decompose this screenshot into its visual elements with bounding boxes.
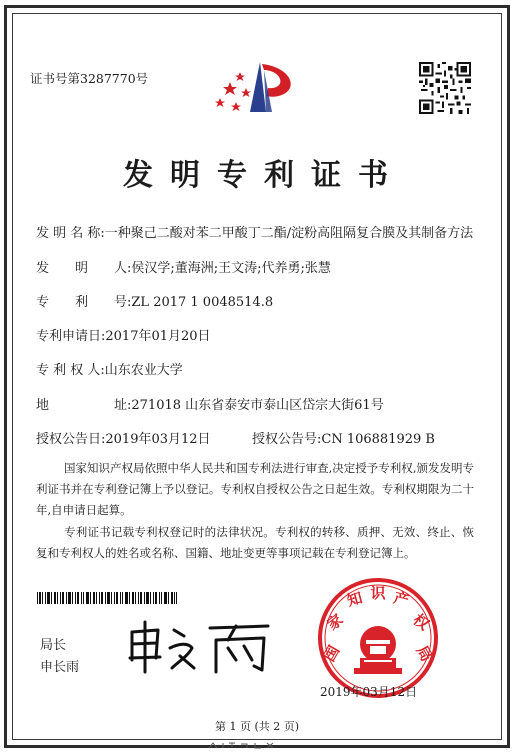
grant-date-value: 2019年03月12日	[105, 432, 211, 447]
svg-text:知: 知	[345, 590, 365, 610]
certificate-number: 证书号第3287770号	[30, 71, 149, 86]
svg-text:权: 权	[409, 611, 432, 634]
svg-text:局: 局	[412, 643, 435, 665]
barcode-icon	[37, 592, 177, 604]
svg-text:国: 国	[321, 643, 344, 665]
signatory-name: 申长雨	[40, 660, 80, 675]
field-value: 侯汉学;董海洲;王文涛;代养勇;张慧	[131, 261, 331, 276]
field-label: 地 址:	[36, 398, 132, 413]
page-number: 第 1 页 (共 2 页)	[214, 720, 300, 733]
certificate-title: 发明专利证书	[123, 158, 405, 193]
svg-text:产: 产	[391, 590, 411, 610]
field-value: 一种聚己二酸对苯二甲酸丁二酯/淀粉高阻隔复合膜及其制备方法	[104, 226, 474, 241]
field-label: 专 利 号:	[36, 295, 132, 310]
legal-paragraph-2: 专利证书记载专利权登记时的法律状况。专利权的转移、质押、无效、终止、恢复和专利权人的姓名或名称、国籍、地址变更等事项记载在专利登记簿上。	[36, 525, 474, 560]
field-patent-number	[36, 291, 273, 310]
issue-date: 2019年03月12日	[320, 685, 418, 699]
field-value: ZL 2017 1 0048514.8	[131, 295, 274, 310]
signature-icon	[118, 614, 288, 678]
field-label: 发 明 名 称:	[36, 226, 105, 241]
field-value: 271018 山东省泰安市泰山区岱宗大街61号	[131, 398, 384, 413]
field-application-date	[36, 325, 211, 344]
field-label: 专利申请日:	[36, 329, 106, 344]
field-patentee	[36, 359, 183, 378]
field-value: 山东农业大学	[104, 363, 183, 378]
official-seal-icon	[316, 576, 440, 700]
grant-number-label: 授权公告号:	[252, 432, 322, 447]
grant-number-value: CN 106881929 B	[321, 432, 435, 447]
grant-number	[252, 428, 435, 447]
signatory-title: 局长	[40, 638, 67, 653]
field-value: 2017年01月20日	[105, 329, 211, 344]
field-label: 发 明 人:	[36, 261, 132, 276]
legal-paragraph-1: 国家知识产权局依照中华人民共和国专利法进行审查,决定授予专利权,颁发发明专利证书并在专利登记簿上予以登记。专利权自授权公告之日起生效。专利权期限为二十年,自申请日起算。	[36, 461, 474, 517]
svg-text:识: 识	[370, 586, 386, 602]
grant-date	[36, 428, 211, 447]
qr-code-icon	[419, 62, 471, 114]
field-address	[36, 394, 384, 413]
svg-text:家: 家	[324, 611, 347, 634]
field-label: 专 利 权 人:	[36, 363, 105, 378]
field-inventors	[36, 257, 331, 276]
grant-date-label: 授权公告日:	[36, 432, 106, 447]
partial-stamp-text-icon	[205, 740, 285, 750]
field-invention-name	[36, 222, 473, 241]
cnipa-logo-icon	[210, 58, 308, 116]
